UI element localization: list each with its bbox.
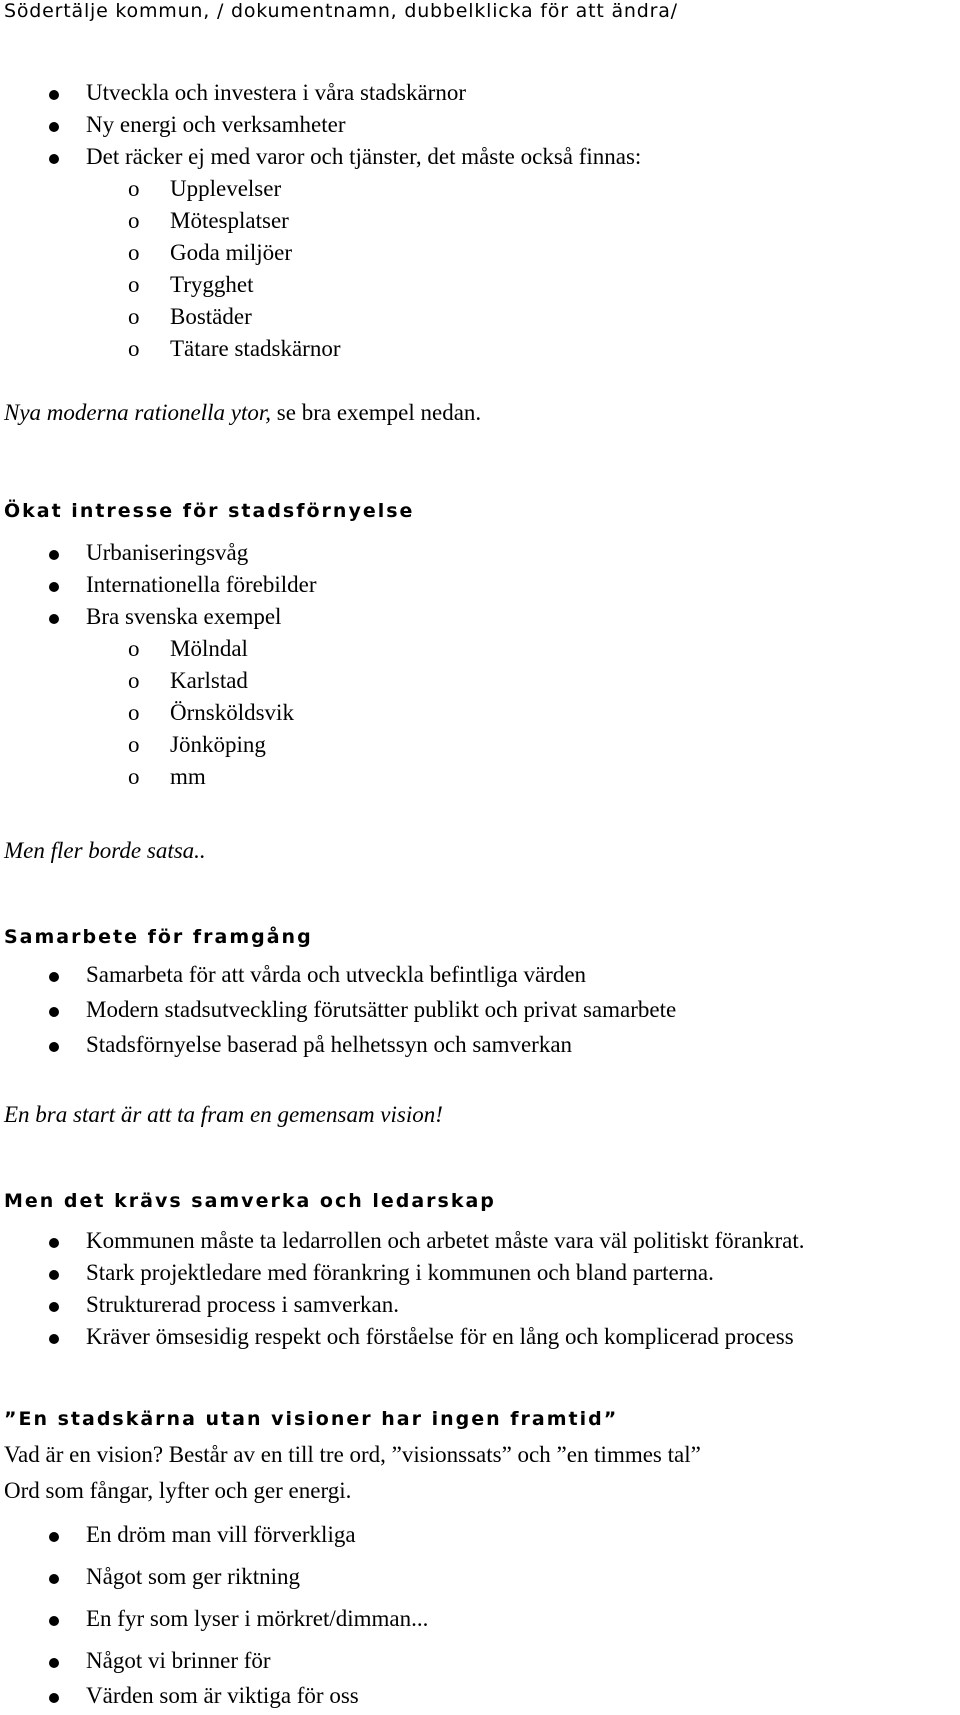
- section-heading: Men det krävs samverka och ledarskap: [4, 1190, 496, 1212]
- list-item: Modern stadsutveckling förutsätter publikt och privat samarbete: [86, 997, 677, 1022]
- list-item: Internationella förebilder: [86, 572, 317, 597]
- list-item: Samarbeta för att vårda och utveckla befintliga värden: [86, 962, 587, 987]
- list-item: Det räcker ej med varor och tjänster, det måste också finnas:: [86, 144, 642, 169]
- sub-list-item: o Karlstad: [170, 668, 248, 694]
- list-item: Strukturerad process i samverkan.: [86, 1292, 399, 1317]
- section-heading: Ökat intresse för stadsförnyelse: [4, 500, 415, 522]
- sub-list-item: o Örnsköldsvik: [170, 700, 294, 726]
- list-item: Utveckla och investera i våra stadskärnor: [86, 80, 466, 105]
- paragraph: Ord som fångar, lyfter och ger energi.: [4, 1478, 352, 1503]
- sub-list-item: o Bostäder: [170, 304, 252, 330]
- paragraph: Vad är en vision? Består av en till tre ord, ”visionssats” och ”en timmes tal”: [4, 1442, 701, 1467]
- list-item: Kräver ömsesidig respekt och förståelse för en lång och komplicerad process: [86, 1324, 794, 1349]
- section-heading: Samarbete för framgång: [4, 926, 313, 948]
- paragraph-note: En bra start är att ta fram en gemensam vision!: [4, 1102, 443, 1127]
- list-item: Kommunen måste ta ledarrollen och arbetet måste vara väl politiskt förankrat.: [86, 1228, 805, 1253]
- sub-list-item: o Jönköping: [170, 732, 266, 758]
- sub-list-item: o Upplevelser: [170, 176, 281, 202]
- list-item: En fyr som lyser i mörkret/dimman...: [86, 1606, 429, 1631]
- sub-list-item: o Goda miljöer: [170, 240, 292, 266]
- section-heading: ”En stadskärna utan visioner har ingen framtid”: [4, 1408, 619, 1430]
- sub-list-item: o Trygghet: [170, 272, 254, 298]
- sub-list-item: o Tätare stadskärnor: [170, 336, 341, 362]
- list-item: Värden som är viktiga för oss: [86, 1683, 359, 1708]
- list-item: Ny energi och verksamheter: [86, 112, 346, 137]
- sub-list-item: o Mölndal: [170, 636, 248, 662]
- paragraph-note: [4, 400, 481, 426]
- list-item: Något vi brinner för: [86, 1648, 271, 1673]
- list-item: En dröm man vill förverkliga: [86, 1522, 356, 1547]
- list-item: Stadsförnyelse baserad på helhetssyn och samverkan: [86, 1032, 573, 1057]
- paragraph-note: Men fler borde satsa..: [4, 838, 206, 863]
- page-header: Södertälje kommun, / dokumentnamn, dubbelklicka för att ändra/: [4, 0, 678, 22]
- regular-text: se bra exempel nedan.: [271, 400, 482, 425]
- sub-list-item: o Mötesplatser: [170, 208, 289, 234]
- list-item: Något som ger riktning: [86, 1564, 300, 1589]
- italic-text: Nya moderna rationella ytor,: [4, 400, 272, 425]
- list-item: Bra svenska exempel: [86, 604, 282, 629]
- sub-list-item: o mm: [170, 764, 206, 790]
- list-item: Urbaniseringsvåg: [86, 540, 249, 565]
- list-item: Stark projektledare med förankring i kommunen och bland parterna.: [86, 1260, 714, 1285]
